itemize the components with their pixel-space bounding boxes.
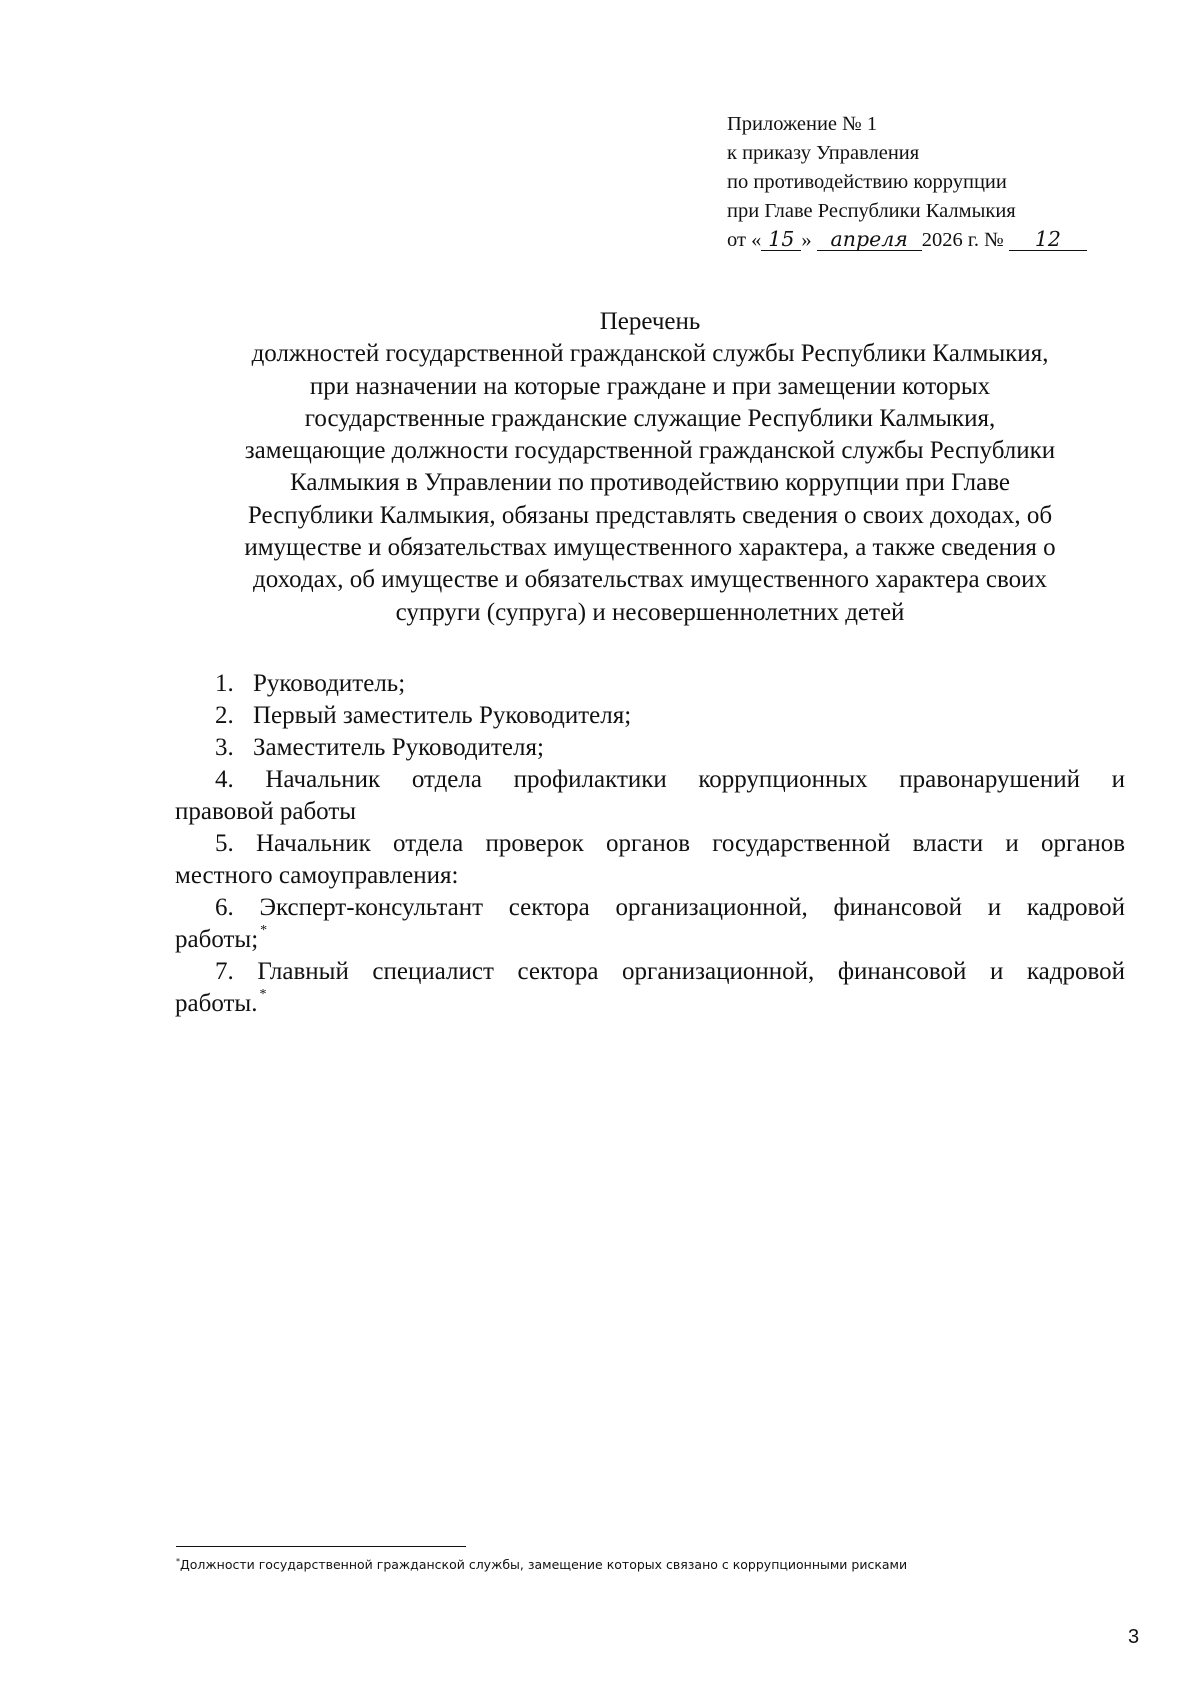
- item-text: [175, 764, 1125, 796]
- list-item: [175, 828, 1125, 892]
- title-line: супруги (супруга) и несовершеннолетних детей: [395, 598, 905, 626]
- order-date-line: [727, 226, 1087, 255]
- handwritten-day: 15: [761, 228, 801, 251]
- appendix-header: [727, 110, 1087, 255]
- list-item: [175, 668, 1125, 700]
- item-text: Заместитель Руководителя;: [253, 734, 544, 761]
- item-text: Первый заместитель Руководителя;: [253, 702, 632, 729]
- item-number: 4.: [215, 766, 234, 793]
- list-item: [175, 764, 1125, 828]
- positions-list: [175, 668, 1125, 1020]
- title-line: государственные гражданские служащие Республики Калмыкия,: [304, 404, 996, 432]
- footnote-text: Должности государственной гражданской службы, замещение которых связано с коррупционными рисками: [180, 1557, 908, 1572]
- list-item: [175, 732, 1125, 764]
- appendix-line: Приложение № 1: [727, 113, 878, 135]
- item-text-line: местного самоуправления:: [175, 862, 459, 889]
- date-year: 2026 г. №: [921, 229, 1004, 251]
- title-line: должностей государственной гражданской службы Республики Калмыкия,: [251, 340, 1049, 368]
- item-text-end: работы;: [175, 926, 259, 953]
- item-text-line: Начальник отдела проверок органов государственной власти и органов: [256, 830, 1125, 857]
- appendix-line: по противодействию коррупции: [727, 171, 1007, 193]
- appendix-line: при Главе Республики Калмыкия: [727, 200, 1016, 222]
- item-number: 3.: [215, 734, 234, 761]
- item-text-line: [175, 924, 1125, 956]
- list-item: [175, 700, 1125, 732]
- page-number: 3: [1128, 1626, 1140, 1648]
- item-number: 5.: [215, 830, 234, 857]
- title-heading: Перечень: [599, 308, 701, 335]
- item-number: 2.: [215, 702, 234, 729]
- list-item: [175, 892, 1125, 956]
- item-text: [175, 828, 1125, 860]
- appendix-line: к приказу Управления: [727, 142, 920, 164]
- title-line: Республики Калмыкия, обязаны представлять сведения о своих доходах, об: [247, 501, 1053, 529]
- item-text-line: Начальник отдела профилактики коррупционных правонарушений и: [265, 766, 1125, 793]
- title-line: доходах, об имуществе и обязательствах имущественного характера своих: [253, 566, 1047, 594]
- item-number: 6.: [215, 894, 234, 921]
- item-text: Руководитель;: [253, 670, 406, 697]
- footnote-separator: [176, 1546, 466, 1547]
- title-line: при назначении на которые граждане и при замещении которых: [309, 372, 991, 400]
- handwritten-month: апреля: [817, 228, 922, 251]
- item-number: 1.: [215, 670, 234, 697]
- title-line: имуществе и обязательствах имущественного характера, а также сведения о: [244, 534, 1056, 562]
- item-text-line: правовой работы: [175, 798, 357, 825]
- item-text-line: Главный специалист сектора организационной, финансовой и кадровой: [257, 958, 1125, 985]
- item-text-line: [175, 988, 1125, 1020]
- item-text-end: работы.: [175, 990, 258, 1017]
- list-item: [175, 956, 1125, 1020]
- date-prefix: от «: [727, 229, 762, 251]
- item-text-line: Эксперт-консультант сектора организационной, финансовой и кадровой: [259, 894, 1125, 921]
- date-mid: »: [801, 229, 812, 251]
- footnote-mark: *: [259, 987, 267, 1002]
- item-number: 7.: [215, 958, 234, 985]
- handwritten-order-number: 12: [1009, 228, 1087, 251]
- document-title: [180, 306, 1120, 629]
- item-text: [175, 892, 1125, 924]
- title-line: замещающие должности государственной гражданской службы Республики: [244, 437, 1056, 465]
- footnote-mark: *: [176, 1557, 180, 1566]
- title-line: Калмыкия в Управлении по противодействию коррупции при Главе: [290, 469, 1010, 497]
- item-text: [175, 956, 1125, 988]
- footnote-mark: *: [260, 923, 268, 938]
- footnote: [176, 1557, 907, 1572]
